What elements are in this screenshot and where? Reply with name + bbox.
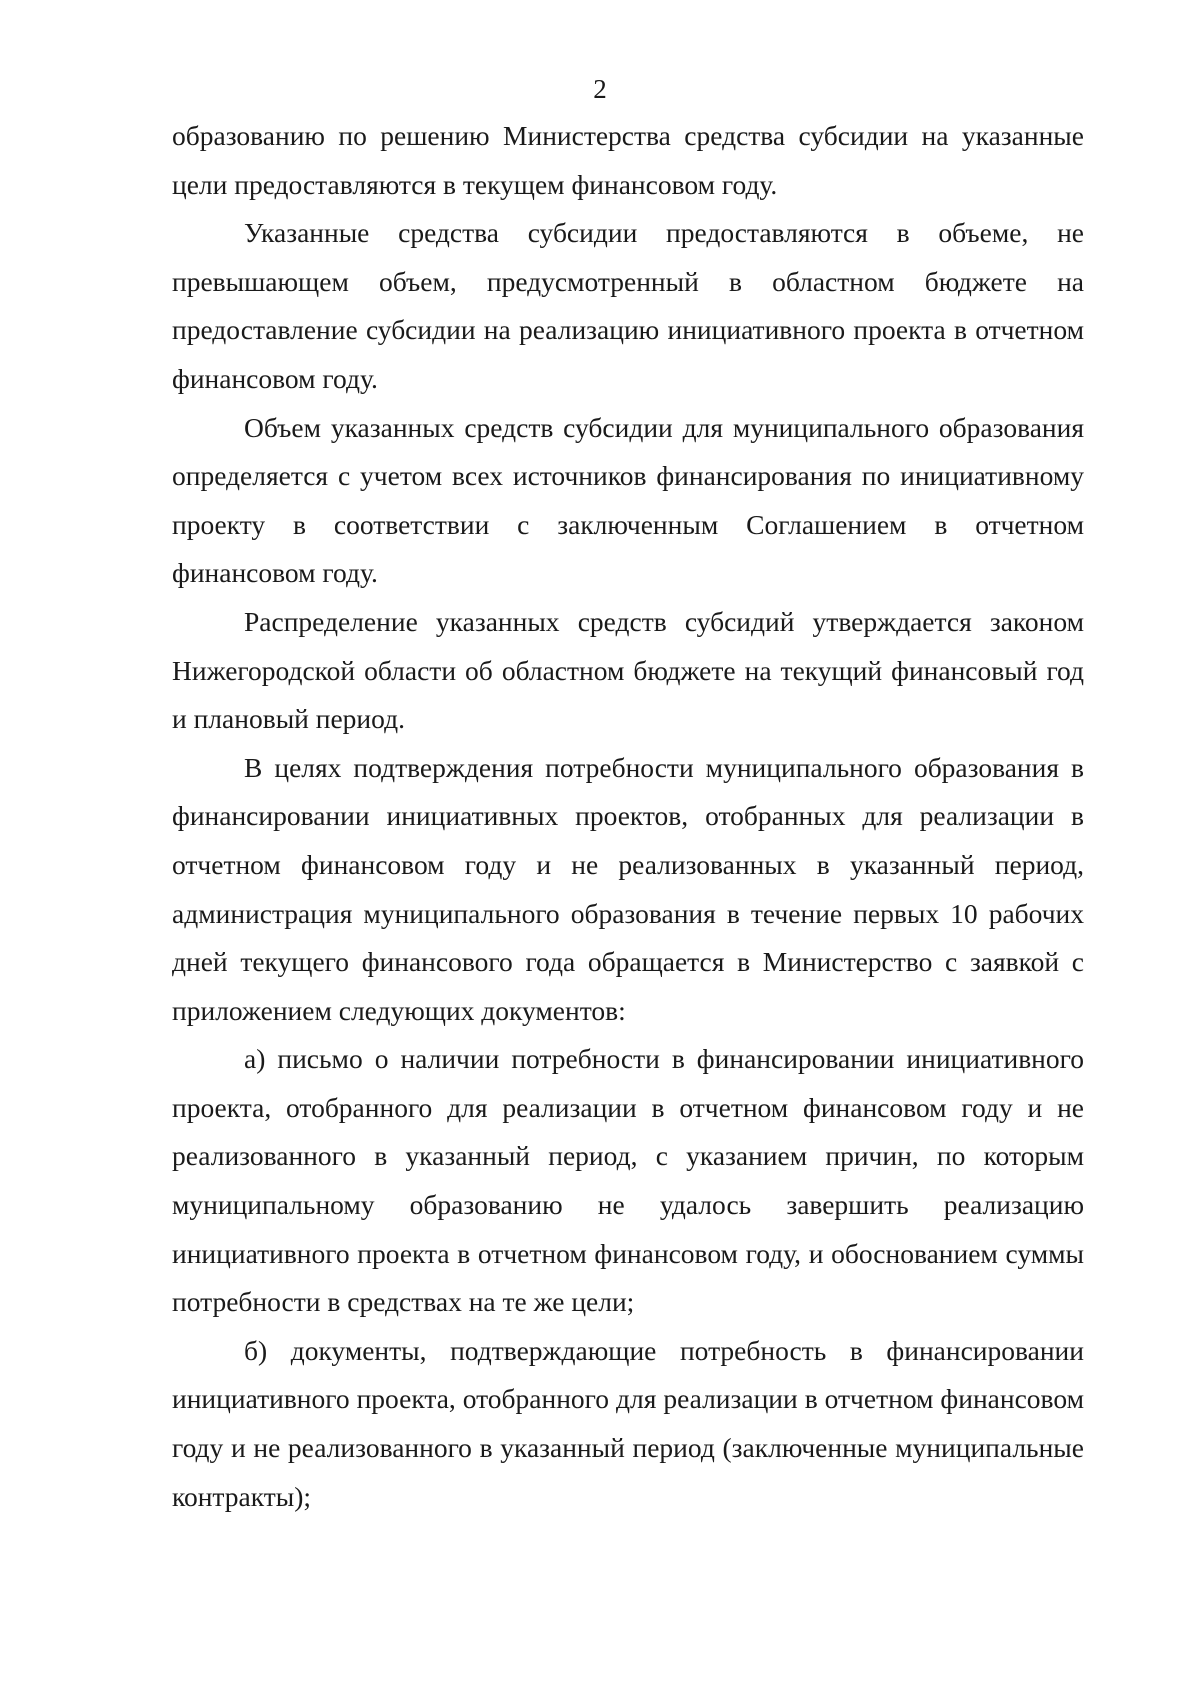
paragraph-confirmation: В целях подтверждения потребности муниципального образования в финансировании инициативных проектов, отобранных для реализации в отчетном финансовом году и не реализованных в указанный период, администрация муниципального образования в течение первых 10 рабочих дней текущего финансового года обращается в Министерство с заявкой с приложением следующих документов: — [172, 751, 1084, 1026]
paragraph-volume-determination: Объем указанных средств субсидии для муниципального образования определяется с учетом всех источников финансирования по инициативному проекту в соответствии с заключенным Соглашением в отчетном финансовом году. — [172, 411, 1084, 589]
list-item-a: а) письмо о наличии потребности в финансировании инициативного проекта, отобранного для реализации в отчетном финансовом году и не реализованного в указанный период, с указанием причин, по которым муниципальному образованию не удалось завершить реализацию инициативного проекта в отчетном финансовом году, и обоснованием суммы потребности в средствах на те же цели; — [172, 1043, 1084, 1318]
paragraph-distribution: Распределение указанных средств субсидий утверждается законом Нижегородской области об областном бюджете на текущий финансовый год и плановый период. — [172, 605, 1084, 735]
list-item-b: б) документы, подтверждающие потребность в финансировании инициативного проекта, отобранного для реализации в отчетном финансовом году и не реализованного в указанный период (заключенные муниципальные контракты); — [172, 1334, 1084, 1512]
paragraph-subsidy-volume: Указанные средства субсидии предоставляются в объеме, не превышающем объем, предусмотренный в областном бюджете на предоставление субсидии на реализацию инициативного проекта в отчетном финансовом году. — [172, 217, 1084, 394]
page-number: 2 — [593, 74, 607, 104]
document-body — [172, 112, 1084, 1521]
paragraph-continuation: образованию по решению Министерства средства субсидии на указанные цели предоставляются в текущем финансовом году. — [172, 120, 1084, 200]
